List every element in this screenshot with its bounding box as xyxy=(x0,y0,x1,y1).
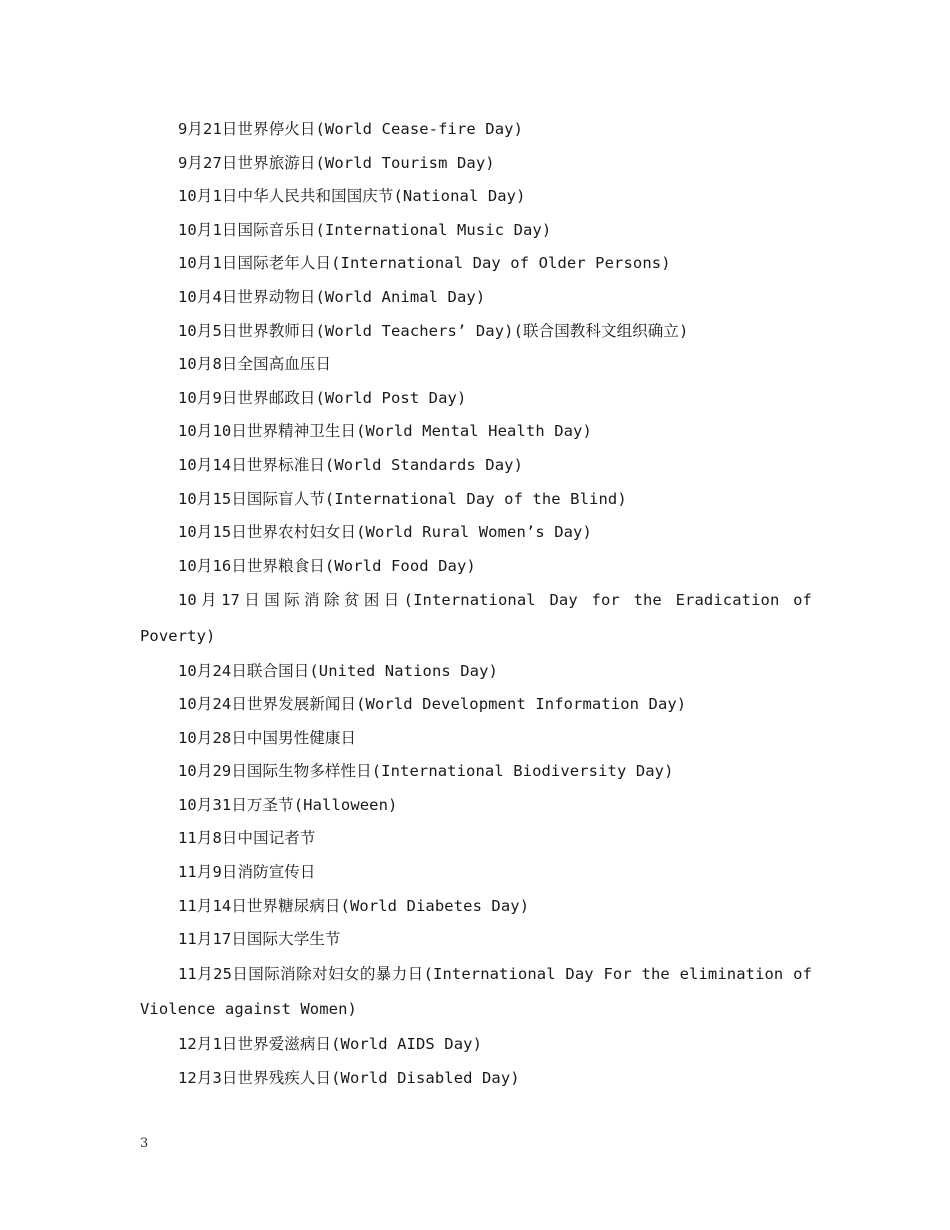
page-number: 3 xyxy=(140,1136,149,1151)
list-item: 11月8日中国记者节 xyxy=(178,829,316,848)
list-item: 10月1日国际老年人日(International Day of Older Persons) xyxy=(178,254,671,273)
list-item: 10月15日世界农村妇女日(World Rural Women’s Day) xyxy=(178,523,592,542)
list-item-wrapped: 11月25日国际消除对妇女的暴力日(International Day For the elimination of Violence against Women) xyxy=(140,964,812,1019)
list-item: 10月24日联合国日(United Nations Day) xyxy=(178,661,498,680)
list-item: 10月5日世界教师日(World Teachers’ Day)(联合国教科文组织确立) xyxy=(178,321,689,340)
list-item: 9月27日世界旅游日(World Tourism Day) xyxy=(178,153,495,172)
list-item: 10月1日国际音乐日(International Music Day) xyxy=(178,220,552,239)
list-item: 12月3日世界残疾人日(World Disabled Day) xyxy=(178,1068,520,1087)
list-item: 10月1日中华人民共和国国庆节(National Day) xyxy=(178,187,526,206)
list-item: 10月31日万圣节(Halloween) xyxy=(178,795,398,814)
list-item: 11月17日国际大学生节 xyxy=(178,930,341,949)
list-item: 10月15日国际盲人节(International Day of the Blind) xyxy=(178,489,627,508)
holiday-list xyxy=(140,113,812,1095)
list-item: 9月21日世界停火日(World Cease-fire Day) xyxy=(178,120,523,138)
list-item: 10月16日世界粮食日(World Food Day) xyxy=(178,556,476,575)
list-item: 10月24日世界发展新闻日(World Development Information Day) xyxy=(178,695,687,714)
list-item: 10月28日中国男性健康日 xyxy=(178,728,357,747)
list-item: 11月14日世界糖尿病日(World Diabetes Day) xyxy=(178,896,530,915)
list-item: 12月1日世界爱滋病日(World AIDS Day) xyxy=(178,1035,483,1054)
list-item: 10月9日世界邮政日(World Post Day) xyxy=(178,388,467,407)
list-item: 10月14日世界标准日(World Standards Day) xyxy=(178,455,523,474)
list-item: 10月4日世界动物日(World Animal Day) xyxy=(178,287,486,306)
list-item: 10月29日国际生物多样性日(International Biodiversity Day) xyxy=(178,762,674,781)
list-item: 10月10日世界精神卫生日(World Mental Health Day) xyxy=(178,422,592,441)
list-item-wrapped: 10月17日国际消除贫困日(International Day for the Eradication of Poverty) xyxy=(140,591,812,645)
list-item: 10月8日全国高血压日 xyxy=(178,355,332,374)
list-item: 11月9日消防宣传日 xyxy=(178,863,316,882)
